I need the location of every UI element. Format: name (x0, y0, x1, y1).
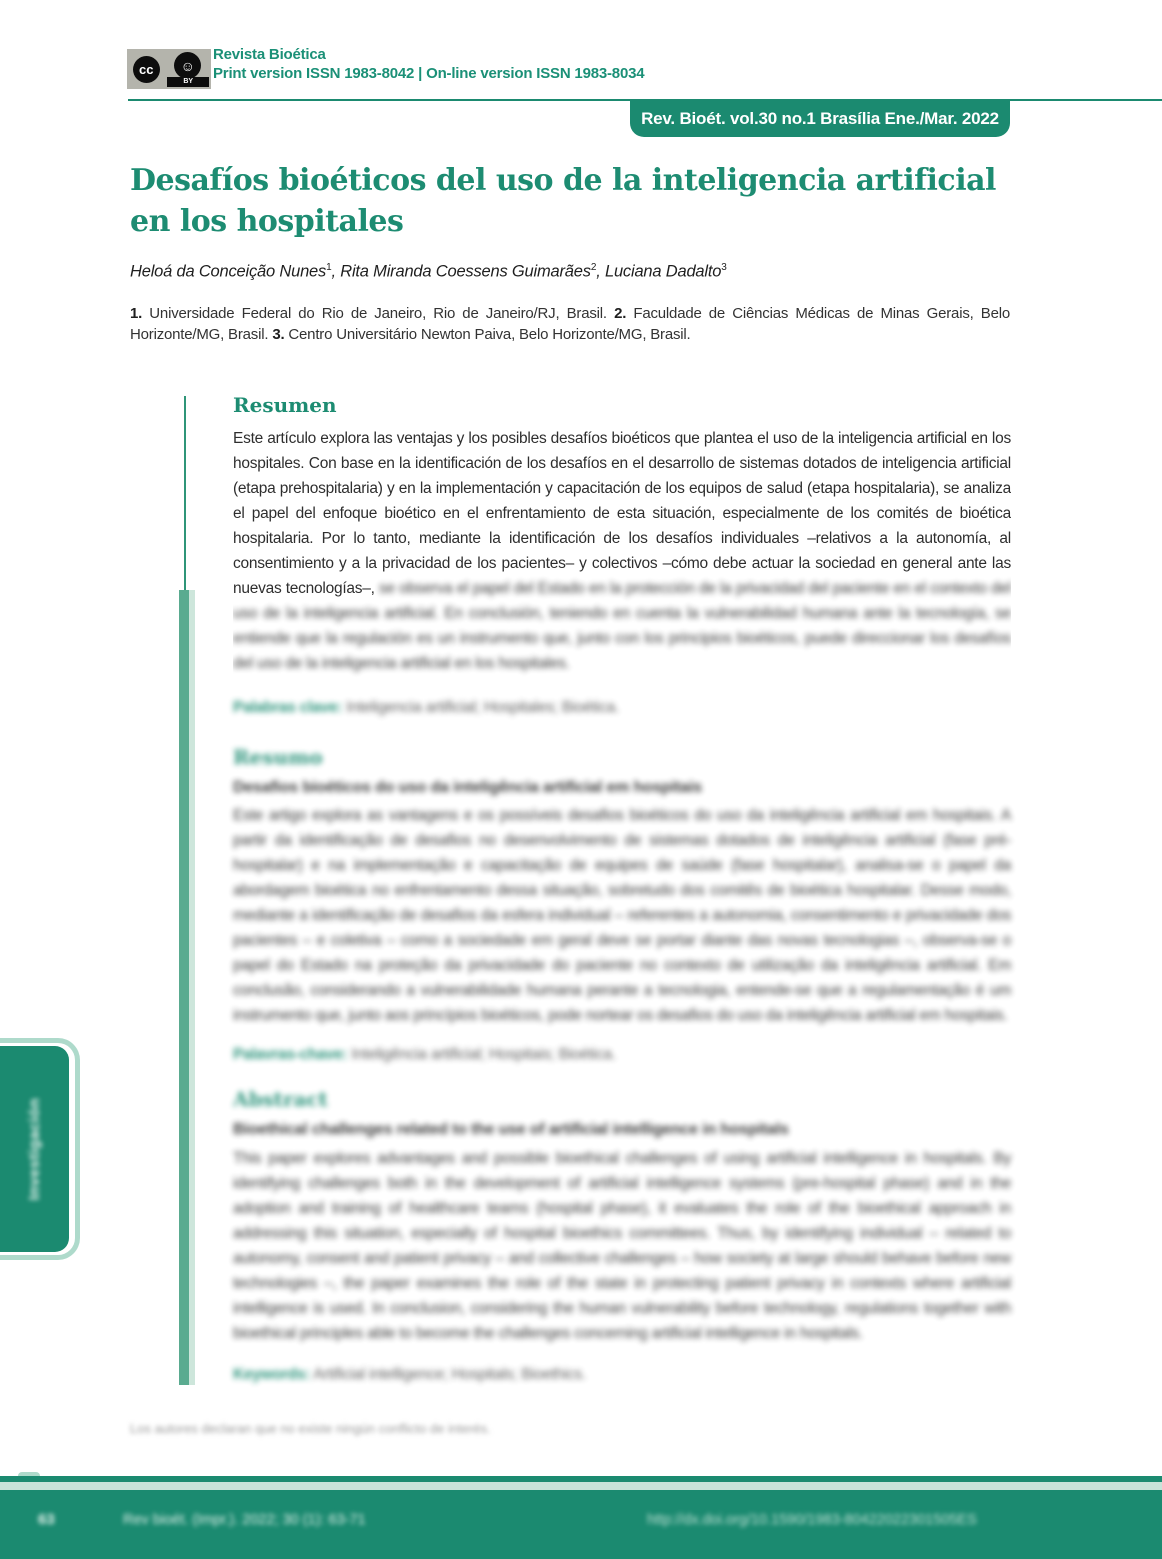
issue-banner: Rev. Bioét. vol.30 no.1 Brasília Ene./Mar. 2022 (630, 101, 1010, 137)
resumo-subtitle: Desafios bioéticos do uso da inteligência artificial em hospitais (233, 779, 702, 796)
resumo-keywords: Palavras-chave: Inteligência artificial; Hospitais; Bioética. (233, 1046, 616, 1063)
abstract-paragraph: This paper explores advantages and possible bioethical challenges of using artificial intelligence in hospitals. By identifying challenges both in the development of artificial intelligence systems (pre-hospital phase) and in the adoption and training of healthcare teams (hospital phase), it evaluates the role of the bioethical approach in addressing this situation, especially of hospital bioethics committees. Thus, by identifying individual – related to autonomy, consent and patient privacy – and collective challenges – how society at large should behave before new technologies –, the paper examines the role of the state in protecting patient privacy in contexts where artificial intelligence is used. In conclusion, considering the human vulnerability before technology, regulations together with bioethical principles able to become the challenges concerning artificial intelligence in hospitals. (233, 1150, 1011, 1342)
author: Heloá da Conceição Nunes (130, 262, 327, 281)
cc-icon: cc (133, 56, 160, 83)
section-rule-thick (179, 590, 189, 1385)
author: Rita Miranda Coessens Guimarães (340, 262, 591, 281)
cc-by-license-badge[interactable] (127, 49, 211, 89)
resumen-heading: Resumen (233, 393, 337, 417)
resumen-keywords: Palabras clave: Inteligencia artificial; Hospitales; Bioética. (233, 699, 620, 716)
resumen-paragraph: Este artículo explora las ventajas y los posibles desafíos bioéticos que plantea el uso de la inteligencia artificial en los hospitales. Con base en la identificación de los desafíos en el desarrollo de sistemas dotados de inteligencia artificial (etapa prehospitalaria) y en la implementación y capacitación de los equipos de salud (etapa hospitalaria), se analiza el papel del enfoque bioético en el enfrentamiento de esta situación, especialmente de los comités de bioética hospitalaria. Por lo tanto, mediante la identificación de los desafíos individuales –relativos a la autonomía, al consentimiento y a la privacidad de los pacientes– y colectivos –cómo debe actuar la sociedad en general ante las nuevas tecnologías–, se observa el papel del Estado en la protección de la privacidad del paciente en el contexto del uso de la inteligencia artificial. En conclusión, teniendo en cuenta la vulnerabilidad humana ante la tecnología, se entiende que la regulación es un instrumento que, junto con los principios bioéticos, puede direccionar los desafíos del uso de la inteligencia artificial en los hospitales. (233, 430, 1011, 672)
resumo-heading: Resumo (233, 745, 323, 769)
journal-name: Revista Bioética (213, 46, 326, 63)
section-tab (0, 1038, 80, 1260)
section-rule-thin (184, 396, 186, 590)
footer-stripe-mint (0, 1482, 1162, 1490)
author: Luciana Dadalto (604, 262, 722, 281)
footer-doi-link[interactable]: http://dx.doi.org/10.1590/1983-80422022301505ES (647, 1512, 977, 1528)
article-title: Desafíos bioéticos del uso de la inteligencia artificial en los hospitales (130, 163, 996, 239)
section-rule-thick-highlight (189, 590, 195, 1385)
abstract-keywords: Keywords: Artificial intelligence; Hospitals; Bioethics. (233, 1366, 586, 1383)
cc-by-person-icon: ☺ BY (171, 49, 205, 89)
authors-line: Heloá da Conceição Nunes$^1$, Rita Miranda Coessens Guimarães$^2$, Luciana Dadalto$^3$ (130, 262, 727, 281)
footer-page-number: 63 (38, 1511, 55, 1528)
conflict-of-interest-footnote: Los autores declaran que no existe ningún conflicto de interés. (130, 1421, 491, 1436)
affiliations: 1. Universidade Federal do Rio de Janeiro, Rio de Janeiro/RJ, Brasil. 2. Faculdade de Ciências Médicas de Minas Gerais, Belo Horizonte/MG, Brasil. 3. Centro Universitário Newton Paiva, Belo Horizonte/MG, Brasil. (130, 305, 1010, 343)
footer-citation: Rev bioét. (Impr.). 2022; 30 (1): 63-71 (123, 1512, 366, 1528)
resumen-paragraph-blurred: se observa el papel del Estado en la protección de la privacidad del paciente en el contexto del uso de la inteligencia artificial. En conclusión, teniendo en cuenta la vulnerabilidad humana ante la tecnología, se entiende que la regulación es un instrumento que, junto con los principios bioéticos, puede direccionar los desafíos del uso de la inteligencia artificial en los hospitales. (233, 580, 1011, 672)
issn-line: Print version ISSN 1983-8042 | On-line version ISSN 1983-8034 (213, 65, 645, 82)
abstract-subtitle: Bioethical challenges related to the use of artificial intelligence in hospitals (233, 1121, 789, 1138)
section-tab-label: Investigación (26, 1097, 43, 1201)
resumo-paragraph: Este artigo explora as vantagens e os possíveis desafios bioéticos do uso da inteligência artificial em hospitais. A partir da identificação de desafios no desenvolvimento de sistemas dotados de inteligência artificial (fase pré-hospitalar) e na implementação e capacitação de equipes de saúde (fase hospitalar), analisa-se o papel da abordagem bioética no enfrentamento dessa situação, sobretudo dos comitês de bioética hospitalar. Desse modo, mediante a identificação de desafios da esfera individual – referentes a autonomia, consentimento e privacidade dos pacientes – e coletiva – como a sociedade em geral deve se portar diante das novas tecnologias –, observa-se o papel do Estado na proteção da privacidade do paciente no contexto de utilização da inteligência artificial. Em conclusão, considerando a vulnerabilidade humana perante a tecnologia, entende-se que a regulamentação é um instrumento que, junto aos princípios bioéticos, pode nortear os desafios do uso da inteligência artificial em hospitais. (233, 807, 1011, 1024)
abstract-heading: Abstract (233, 1087, 328, 1111)
